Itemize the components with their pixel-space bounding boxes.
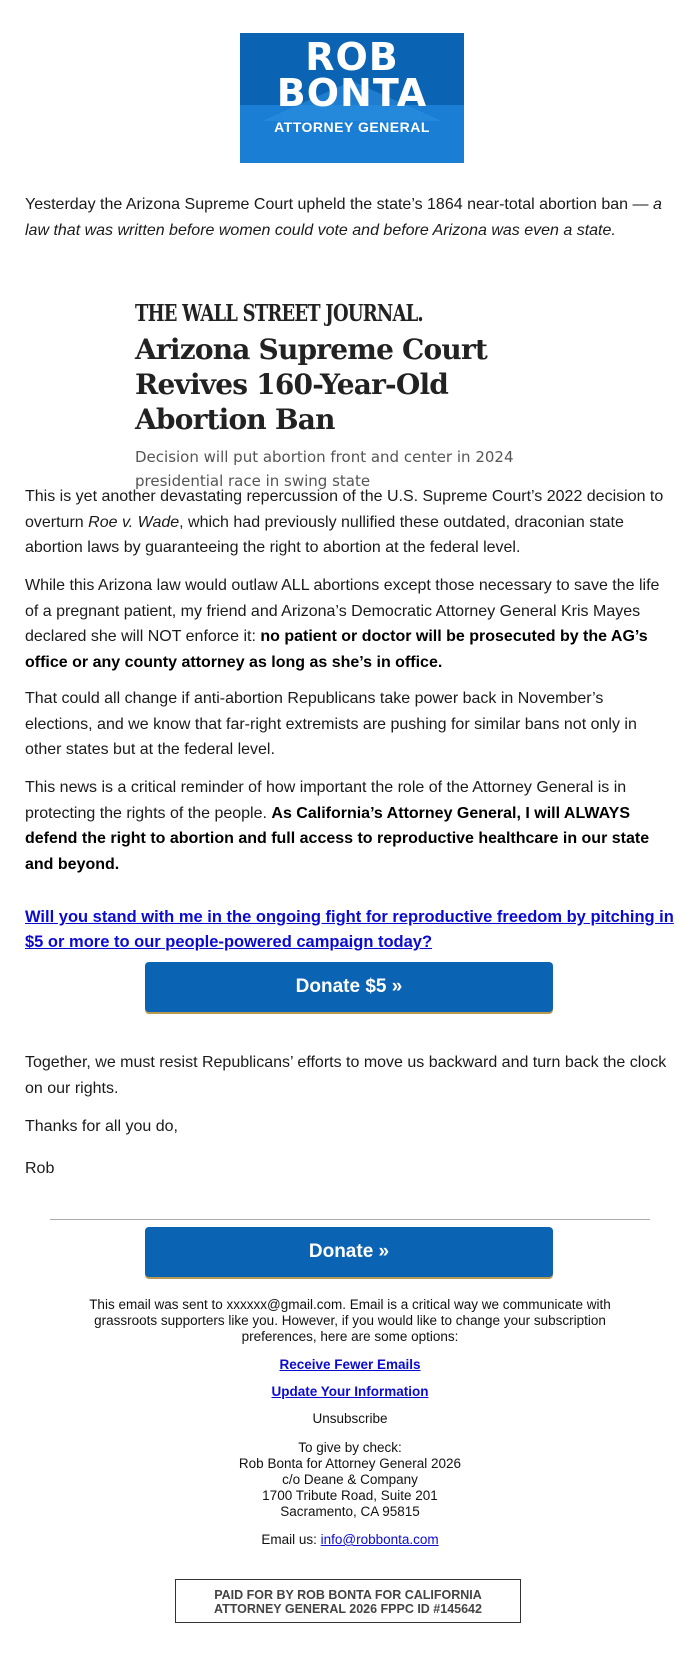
footer-fewer-row	[70, 1357, 630, 1373]
donate-5-button[interactable]: Donate $5 »	[145, 962, 553, 1012]
receive-fewer-emails-link[interactable]: Receive Fewer Emails	[279, 1357, 421, 1372]
logo-line-rob: ROB	[305, 35, 399, 79]
unsubscribe-link[interactable]: Unsubscribe	[312, 1411, 388, 1426]
logo-line-title: ATTORNEY GENERAL	[274, 119, 430, 135]
paragraph-ag-role: This news is a critical reminder of how important the role of the Attorney General is in protecting the rights of the people. As California’s Attorney General, I will ALWAYS defend the right to abortion and full access to reproductive healthcare in our state and beyond.	[25, 779, 650, 873]
footer-notice: This email was sent to xxxxxx@gmail.com. Email is a critical way we communicate with grassroots supporters like you. However, if you would like to change your subscription preferences, here are some options:	[89, 1297, 611, 1344]
paragraph-arizona-law: While this Arizona law would outlaw ALL abortions except those necessary to save the life of a pregnant patient, my friend and Arizona’s Democratic Attorney General Kris Mayes declared she will NOT enforce it: no patient or doctor will be prosecuted by the AG’s office or any county attorney as long as she’s in office.	[25, 577, 660, 671]
footer-email: Email us: info@robbonta.com	[261, 1532, 439, 1547]
logo	[240, 33, 464, 163]
intro-italic: — a law that was written before women could vote and before Arizona was even a state.	[25, 196, 662, 239]
paragraph-together: Together, we must resist Republicans’ efforts to move us backward and turn back the clock on our rights.	[25, 1054, 667, 1097]
email-link[interactable]: info@robbonta.com	[320, 1532, 439, 1547]
wsj-masthead: THE WALL STREET JOURNAL.	[135, 300, 423, 327]
intro-paragraph: Yesterday the Arizona Supreme Court upheld the state’s 1864 near-total abortion ban — a law that was written before women could vote and before Arizona was even a state.	[25, 196, 662, 239]
footer-update-row	[70, 1384, 630, 1400]
paragraph-republicans: That could all change if anti-abortion Republicans take power back in November’s elections, and we know that far-right extremists are pushing for similar bans not only in other states but at the federal level.	[25, 690, 637, 758]
check-address: To give by check: Rob Bonta for Attorney General 2026 c/o Deane & Company 1700 Tribute Road, Suite 201 Sacramento, CA 95815	[238, 1440, 462, 1519]
thanks-line: Thanks for all you do,	[25, 1118, 178, 1135]
logo-line-bonta: BONTA	[276, 71, 428, 115]
donate-button[interactable]: Donate »	[145, 1227, 553, 1277]
wsj-dek: Decision will put abortion front and center in 2024 presidential race in swing state	[135, 448, 514, 490]
divider	[50, 1219, 650, 1220]
paragraph-roe: This is yet another devastating repercussion of the U.S. Supreme Court’s 2022 decision to overturn Roe v. Wade, which had previously nullified these outdated, draconian state abortion laws by guaranteeing the right to abortion at the federal level.	[25, 488, 664, 556]
update-information-link[interactable]: Update Your Information	[271, 1384, 429, 1399]
paid-for-disclaimer: PAID FOR BY ROB BONTA FOR CALIFORNIA ATTORNEY GENERAL 2026 FPPC ID #145642	[175, 1579, 521, 1623]
wsj-headline: Arizona Supreme Court Revives 160-Year-Old Abortion Ban	[135, 333, 488, 436]
donate-cta-link[interactable]: Will you stand with me in the ongoing fight for reproductive freedom by pitching in $5 or more to our people-powered campaign today?	[25, 908, 674, 951]
footer-unsubscribe-row	[70, 1411, 630, 1427]
signature: Rob	[25, 1160, 55, 1177]
wsj-clipping	[135, 300, 575, 493]
